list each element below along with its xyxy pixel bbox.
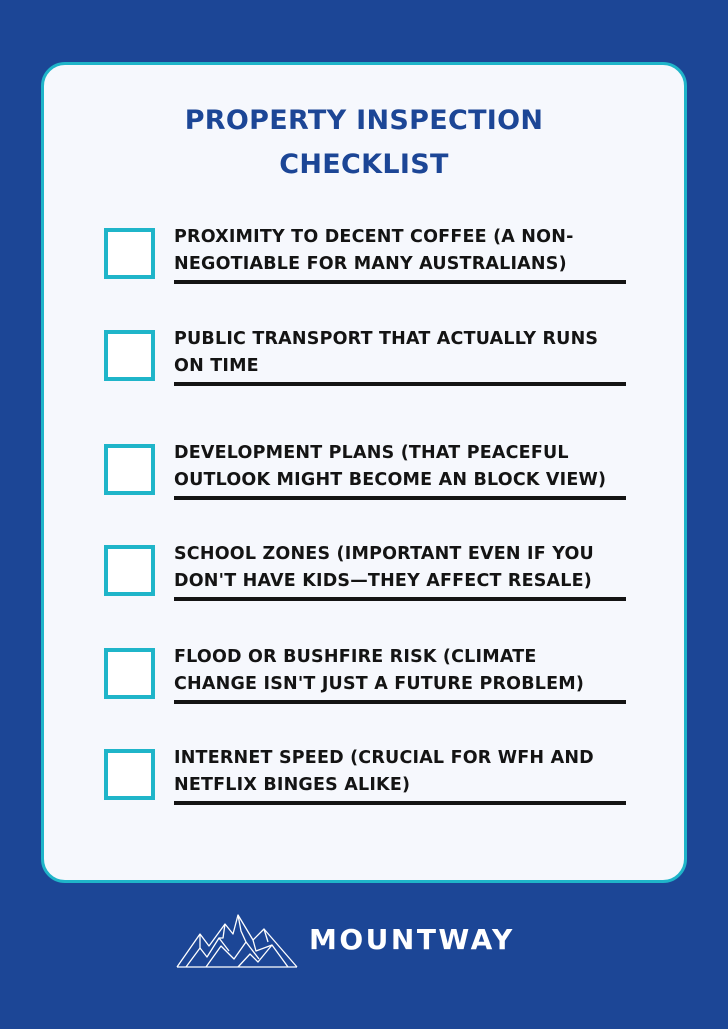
checklist-item	[44, 444, 684, 508]
underline-divider	[174, 700, 626, 704]
underline-divider	[174, 382, 626, 386]
checklist-item-label: PROXIMITY TO DECENT COFFEE (A NON- NEGOTIABLE FOR MANY AUSTRALIANS)	[174, 227, 574, 274]
underline-divider	[174, 597, 626, 601]
checklist-item-label: SCHOOL ZONES (IMPORTANT EVEN IF YOU DON'T HAVE KIDS—THEY AFFECT RESALE)	[174, 544, 594, 591]
checklist-item	[44, 228, 684, 292]
checklist-item-label: DEVELOPMENT PLANS (THAT PEACEFUL OUTLOOK MIGHT BECOME AN BLOCK VIEW)	[174, 443, 607, 490]
underline-divider	[174, 280, 626, 284]
title-line-1: PROPERTY INSPECTION	[184, 105, 544, 136]
checklist-item	[44, 545, 684, 609]
checkbox[interactable]	[104, 444, 155, 495]
brand-footer	[176, 912, 556, 972]
underline-divider	[174, 801, 626, 805]
checkbox[interactable]	[104, 545, 155, 596]
underline-divider	[174, 496, 626, 500]
title-line-2: CHECKLIST	[279, 149, 449, 180]
checkbox[interactable]	[104, 330, 155, 381]
checklist-item	[44, 330, 684, 394]
checkbox[interactable]	[104, 228, 155, 279]
mountain-icon	[176, 912, 298, 970]
checklist-card	[41, 62, 687, 883]
checklist-item	[44, 749, 684, 813]
checkbox[interactable]	[104, 648, 155, 699]
checklist-item	[44, 648, 684, 712]
checkbox[interactable]	[104, 749, 155, 800]
checklist-item-label: INTERNET SPEED (CRUCIAL FOR WFH AND NETFLIX BINGES ALIKE)	[174, 748, 594, 795]
checklist-item-label: PUBLIC TRANSPORT THAT ACTUALLY RUNS ON TIME	[174, 329, 599, 376]
checklist-item-label: FLOOD OR BUSHFIRE RISK (CLIMATE CHANGE ISN'T JUST A FUTURE PROBLEM)	[174, 647, 585, 694]
page-title	[44, 99, 684, 187]
brand-name: MOUNTWAY	[309, 923, 515, 956]
